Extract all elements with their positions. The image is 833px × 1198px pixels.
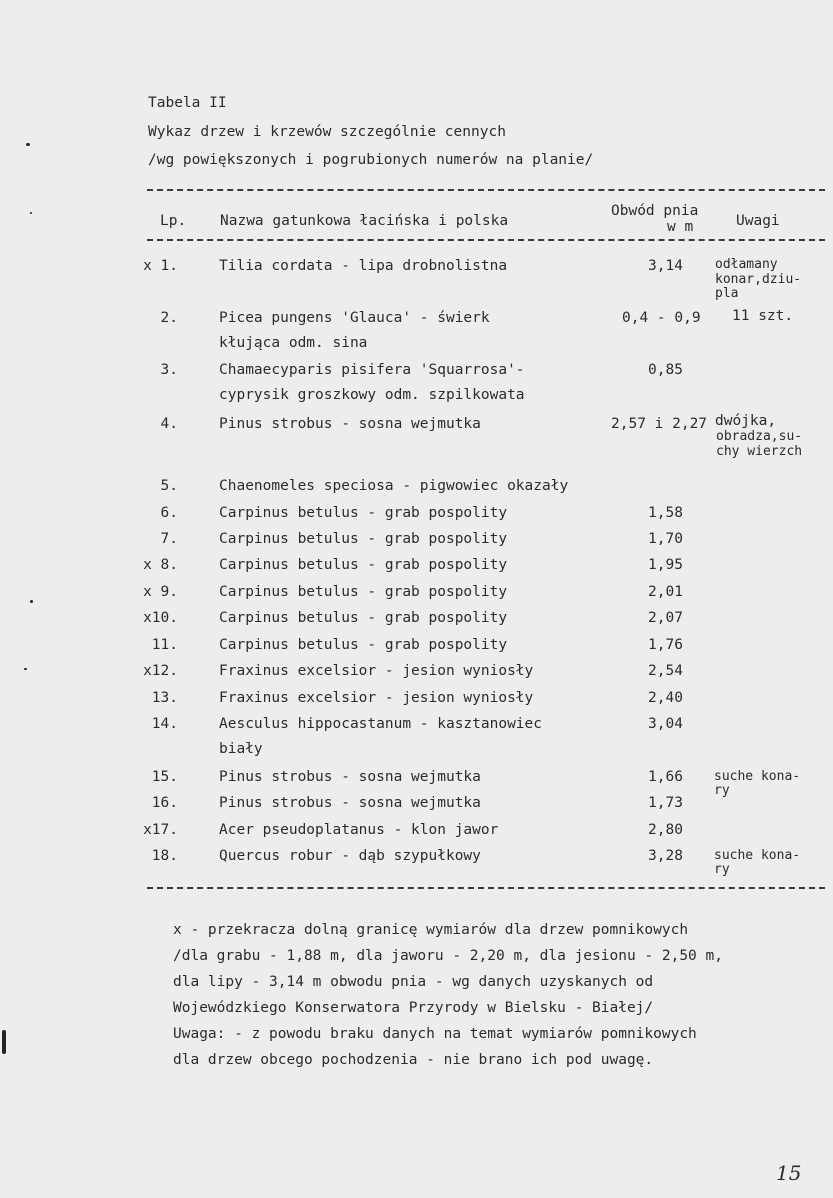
row-number: x12. [143,663,178,679]
trunk-circumference: 1,95 [648,557,683,573]
trunk-circumference: 3,28 [648,848,683,864]
species-name: Quercus robur - dąb szypułkowy [219,848,481,864]
footnote-line: dla drzew obcego pochodzenia - nie brano ich pod uwagę. [173,1052,654,1068]
species-name: Carpinus betulus - grab pospolity [219,505,508,521]
row-number: 16. [151,795,178,811]
row-notes: suche kona- [714,769,801,784]
row-notes: odłamany [715,257,778,272]
species-name: Carpinus betulus - grab pospolity [219,557,508,573]
species-name: cyprysik groszkowy odm. szpilkowata [219,387,525,403]
row-number: x 8. [143,557,178,573]
col-header-notes: Uwagi [736,213,780,229]
row-notes: dwójka, [715,413,777,429]
trunk-circumference: 2,80 [648,822,683,838]
row-notes: 11 szt. [732,308,794,324]
footnote-line: /dla grabu - 1,88 m, dla jaworu - 2,20 m, dla jesionu - 2,50 m, [173,948,723,964]
col-header-name: Nazwa gatunkowa łacińska i polska [220,213,509,229]
trunk-circumference: 2,57 i 2,27 [611,416,708,432]
scan-speck [2,1030,6,1054]
page-number: 15 [776,1161,802,1185]
trunk-circumference: 1,70 [648,531,683,547]
trunk-circumference: 2,54 [648,663,683,679]
species-name: Carpinus betulus - grab pospolity [219,637,508,653]
row-number: x17. [143,822,178,838]
species-name: Fraxinus excelsior - jesion wyniosły [219,690,534,706]
species-name: Chamaecyparis pisifera 'Squarrosa'- [219,362,525,378]
species-name: Pinus strobus - sosna wejmutka [219,795,481,811]
table-title: Tabela II [148,95,227,111]
trunk-circumference: 1,73 [648,795,683,811]
scan-speck [24,668,27,670]
species-name: Picea pungens 'Glauca' - świerk [219,310,490,326]
row-number: 3. [160,362,178,378]
species-name: Pinus strobus - sosna wejmutka [219,416,481,432]
col-header-lp: Lp. [160,213,187,229]
footnote-line: Uwaga: - z powodu braku danych na temat wymiarów pomnikowych [173,1026,697,1042]
trunk-circumference: 0,85 [648,362,683,378]
row-notes: konar,dziu- [715,272,802,287]
species-name: Pinus strobus - sosna wejmutka [219,769,481,785]
top-divider [147,189,825,191]
footnote-line: x - przekracza dolną granicę wymiarów dla drzew pomnikowych [173,922,689,938]
row-number: 14. [151,716,178,732]
row-number: x10. [143,610,178,626]
trunk-circumference: 3,04 [648,716,683,732]
row-number: 11. [151,637,178,653]
species-name: Tilia cordata - lipa drobnolistna [219,258,508,274]
row-notes: suche kona- [714,848,801,863]
trunk-circumference: 2,40 [648,690,683,706]
row-number: 5. [160,478,178,494]
row-notes: ry [714,862,730,877]
row-number: 18. [151,848,178,864]
species-name: biały [219,741,263,757]
trunk-circumference: 1,58 [648,505,683,521]
species-name: Fraxinus excelsior - jesion wyniosły [219,663,534,679]
trunk-circumference: 3,14 [648,258,683,274]
trunk-circumference: 2,01 [648,584,683,600]
bottom-divider [147,887,825,889]
row-number: 4. [160,416,178,432]
title-subdescription: /wg powiększonych i pogrubionych numerów na planie/ [148,152,594,168]
trunk-circumference: 2,07 [648,610,683,626]
species-name: Acer pseudoplatanus - klon jawor [219,822,499,838]
scan-speck [30,212,32,214]
scan-speck [26,143,30,146]
row-number: x 1. [143,258,178,274]
row-number: 7. [160,531,178,547]
trunk-circumference: 0,4 - 0,9 [622,310,701,326]
row-number: 13. [151,690,178,706]
col-header-circumference: Obwód pnia [611,203,699,219]
species-name: Chaenomeles speciosa - pigwowiec okazały [219,478,569,494]
col-header-circumference-unit: w m [667,219,694,235]
row-notes: obradza,su- [716,429,803,444]
row-number: 15. [151,769,178,785]
row-number: x 9. [143,584,178,600]
row-number: 6. [160,505,178,521]
row-number: 2. [160,310,178,326]
trunk-circumference: 1,66 [648,769,683,785]
species-name: Aesculus hippocastanum - kasztanowiec [219,716,543,732]
row-notes: chy wierzch [716,444,803,459]
footnote-line: dla lipy - 3,14 m obwodu pnia - wg danych uzyskanych od [173,974,654,990]
row-notes: ry [714,783,730,798]
footnote-line: Wojewódzkiego Konserwatora Przyrody w Bielsku - Białej/ [173,1000,654,1016]
title-description: Wykaz drzew i krzewów szczególnie cennych [148,124,506,140]
species-name: Carpinus betulus - grab pospolity [219,584,508,600]
species-name: Carpinus betulus - grab pospolity [219,610,508,626]
species-name: kłująca odm. sina [219,335,368,351]
header-divider [147,239,825,241]
trunk-circumference: 1,76 [648,637,683,653]
species-name: Carpinus betulus - grab pospolity [219,531,508,547]
scan-speck [30,600,33,603]
row-notes: pla [715,286,739,301]
